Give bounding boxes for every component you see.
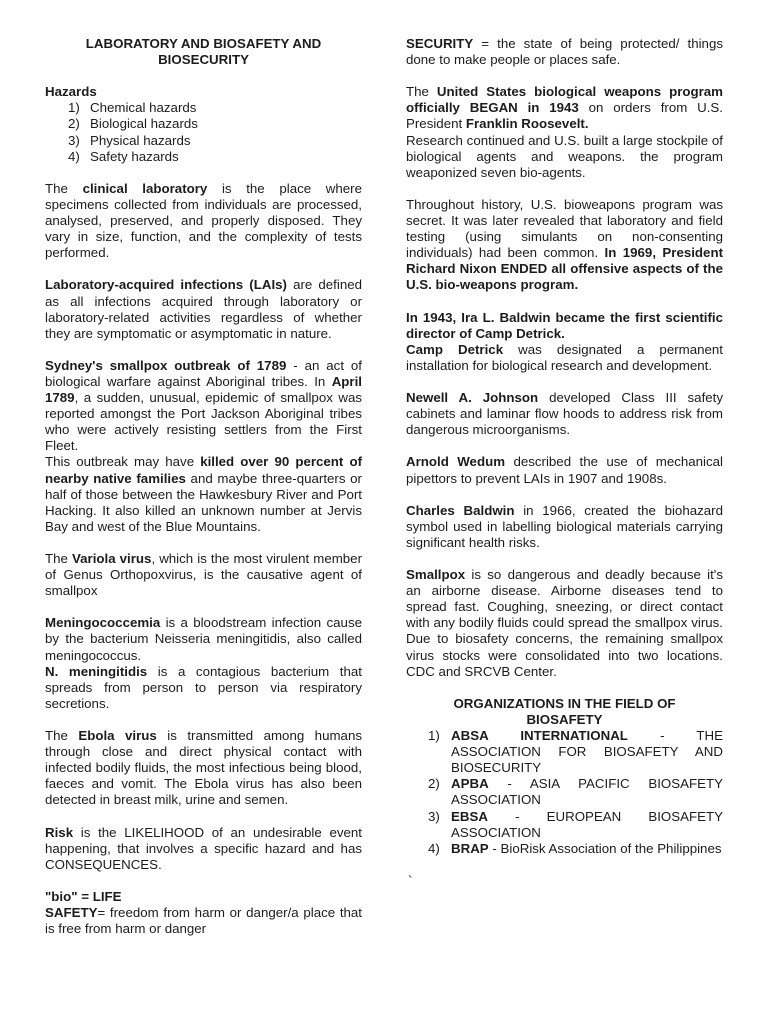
bold-text-run: Arnold Wedum	[406, 454, 506, 470]
spacer	[45, 809, 362, 825]
bold-text-run: killed over 90 percent of nearby native families	[45, 454, 362, 486]
paragraph	[406, 197, 723, 294]
paragraph	[406, 133, 723, 181]
bold-text-run: Laboratory-acquired infections (LAIs)	[45, 277, 287, 293]
organizations-heading: ORGANIZATIONS IN THE FIELD OF BIOSAFETY	[453, 695, 676, 727]
text-run: The	[45, 180, 83, 196]
paragraph	[45, 905, 362, 937]
list-number: 1)	[68, 100, 80, 116]
paragraph	[45, 825, 362, 873]
spacer	[406, 857, 723, 873]
text-run: This outbreak may have	[45, 454, 201, 470]
bold-text-run: Smallpox	[406, 567, 466, 583]
spacer	[406, 374, 723, 390]
text-run: is a contagious bacterium that spreads from person to person via respiratory secretions.	[45, 663, 362, 711]
spacer	[406, 487, 723, 503]
bold-text-run: SECURITY	[406, 36, 474, 51]
bold-text-run: In 1943, Ira L. Baldwin became the first scientific director of Camp Detrick.	[406, 309, 723, 341]
bold-text-run: In 1969, President Richard Nixon ENDED all offensive aspects of the U.S. bio-weapons program.	[406, 245, 723, 293]
list-number: 4)	[68, 148, 80, 164]
spacer	[45, 342, 362, 358]
paragraph	[45, 664, 362, 712]
right-column	[406, 36, 723, 889]
text-run: Throughout history, U.S. bioweapons program was secret. It was later revealed that laboratory and field testing (using simulants on non-consenting individuals) had been common.	[406, 196, 723, 261]
bold-text-run: ABSA INTERNATIONAL	[451, 728, 628, 744]
spacer	[45, 261, 362, 277]
bold-text-run: SAFETY	[45, 905, 98, 921]
bold-text-run: clinical laboratory	[82, 180, 208, 196]
paragraph	[45, 181, 362, 261]
paragraph	[406, 310, 723, 342]
bold-text-run: United States biological weapons program officially BEGAN in 1943	[406, 84, 724, 116]
text-run: was designated a permanent installation for biological research and development.	[406, 341, 723, 373]
list-item	[45, 100, 362, 116]
text-run: Research continued and U.S. built a large stockpile of biological agents and weapons. the program weaponized seven bio-agents.	[406, 132, 723, 180]
text-run: = freedom from harm or danger/a place that is free from harm or danger	[45, 905, 362, 937]
list-item	[406, 728, 723, 776]
list-text: Chemical hazards	[90, 100, 197, 116]
paragraph	[45, 358, 362, 455]
text-run: - EUROPEAN BIOSAFETY ASSOCIATION	[451, 808, 723, 840]
text-run: - an act of biological warfare against Aboriginal tribes. In	[45, 357, 363, 389]
paragraph	[406, 454, 723, 486]
text-run: and maybe three-quarters or half of those between the Hawkesbury River and Port Hacking. It also killed an unknown number at Jervis Bay and west of the Blue Mountains.	[45, 470, 362, 534]
text-run: is a bloodstream infection cause by the bacterium Neisseria meningitidis, also called meningococcus.	[45, 615, 362, 663]
text-run: is so dangerous and deadly because it's an airborne disease. Airborne diseases tend to spread fast. Coughing, sneezing, or direct contact with any bodily fluids could spread the smallpox virus. Due to biosafety concerns, the remaining smallpox virus stocks were consolidated into two locations. CDC and SRCVB Center.	[406, 567, 723, 679]
list-item	[45, 149, 362, 165]
list-number: 1)	[428, 728, 440, 744]
bold-text-run: Risk	[45, 824, 74, 840]
text-run: described the use of mechanical pipettors to prevent LAIs in 1907 and 1908s.	[406, 454, 723, 486]
paragraph	[406, 36, 723, 68]
text-run: - BioRisk Association of the Philippines	[488, 840, 722, 856]
paragraph	[45, 551, 362, 599]
paragraph	[45, 728, 362, 808]
bold-text-run: Franklin Roosevelt.	[465, 116, 589, 132]
text-run: are defined as all infections acquired through laboratory or laboratory-related activities regardless of whether they are symptomatic or asymptomatic in nature.	[45, 277, 363, 341]
bold-text-run: APBA	[451, 776, 489, 792]
list-number: 3)	[428, 808, 440, 824]
paragraph	[406, 567, 723, 680]
paragraph	[406, 84, 723, 132]
bold-text-run: Meningococcemia	[45, 615, 161, 631]
spacer	[45, 599, 362, 615]
text-run: The	[45, 551, 72, 566]
list-number: 2)	[68, 116, 80, 132]
spacer	[406, 551, 723, 567]
spacer	[406, 68, 723, 84]
bold-text-run: Ebola virus	[78, 728, 157, 744]
bold-text-run: N. meningitidis	[45, 663, 148, 679]
list-item	[45, 133, 362, 149]
spacer	[45, 873, 362, 889]
list-text: Safety hazards	[90, 148, 179, 164]
spacer	[406, 438, 723, 454]
text-run: = the state of being protected/ things done to make people or places safe.	[406, 36, 723, 68]
list-text: Biological hazards	[90, 116, 198, 132]
list-number: 4)	[428, 840, 440, 856]
list-item	[45, 116, 362, 132]
bold-text-run: "bio" = LIFE	[45, 888, 122, 904]
list-text: Physical hazards	[90, 132, 191, 148]
left-column	[45, 36, 362, 937]
text-run: , which is the most virulent member of Genus Orthopoxvirus, is the causative agent of smallpox	[45, 551, 363, 599]
list-item	[406, 809, 723, 841]
spacer	[45, 535, 362, 551]
hazards-list	[45, 100, 362, 164]
right-paragraphs	[406, 36, 723, 680]
spacer	[45, 68, 362, 84]
bold-text-run: Newell A. Johnson	[406, 390, 539, 406]
bold-text-run: BRAP	[451, 840, 489, 856]
text-run: on orders from U.S. President	[406, 100, 723, 132]
text-run: The	[406, 84, 437, 100]
left-paragraphs	[45, 181, 362, 937]
spacer	[45, 165, 362, 181]
text-run: - ASIA PACIFIC BIOSAFETY ASSOCIATION	[451, 776, 723, 808]
spacer	[406, 181, 723, 197]
bold-text-run: Variola virus	[71, 551, 152, 566]
spacer	[45, 712, 362, 728]
paragraph	[406, 342, 723, 374]
bold-text-run: EBSA	[451, 808, 488, 824]
paragraph	[45, 454, 362, 534]
list-item	[406, 776, 723, 808]
trailing-mark: `	[408, 872, 413, 888]
text-run: in 1966, created the biohazard symbol used in labelling biological materials carrying significant health risks.	[406, 502, 723, 550]
bold-text-run: Camp Detrick	[406, 341, 504, 357]
bold-text-run: Sydney's smallpox outbreak of 1789	[45, 357, 287, 373]
spacer	[406, 680, 723, 696]
text-run: is the place where specimens collected from individuals are processed, analysed, preserved, and properly disposed. They vary in size, function, and the complexity of tests performed.	[45, 180, 362, 261]
hazards-heading: Hazards	[45, 84, 97, 100]
list-number: 2)	[428, 776, 440, 792]
text-run: - THE ASSOCIATION FOR BIOSAFETY AND BIOSECURITY	[451, 728, 723, 776]
paragraph	[45, 889, 362, 905]
text-run: , a sudden, unusual, epidemic of smallpox was reported amongst the Port Jackson Aboriginal tribes who were actively resisting settlers from the First Fleet.	[45, 390, 362, 454]
list-item	[406, 841, 723, 857]
spacer	[406, 294, 723, 310]
text-run: developed Class III safety cabinets and laminar flow hoods to address risk from dangerous microorganisms.	[406, 390, 724, 438]
paragraph	[45, 615, 362, 663]
document-title: LABORATORY AND BIOSAFETY AND BIOSECURITY	[85, 36, 322, 68]
organizations-list	[406, 728, 723, 857]
paragraph	[406, 390, 723, 438]
paragraph	[45, 277, 362, 341]
paragraph	[406, 503, 723, 551]
list-number: 3)	[68, 132, 80, 148]
text-run: The	[45, 728, 79, 744]
text-run: is transmitted among humans through close and direct physical contact with infected bodily fluids, the most infectious being blood, faeces and vomit. The Ebola virus has also been detected in breast milk, urine and semen.	[45, 728, 362, 808]
bold-text-run: April 1789	[45, 373, 362, 406]
bold-text-run: Charles Baldwin	[406, 502, 515, 518]
text-run: is the LIKELIHOOD of an undesirable event happening, that involves a specific hazard and has CONSEQUENCES.	[45, 824, 362, 872]
